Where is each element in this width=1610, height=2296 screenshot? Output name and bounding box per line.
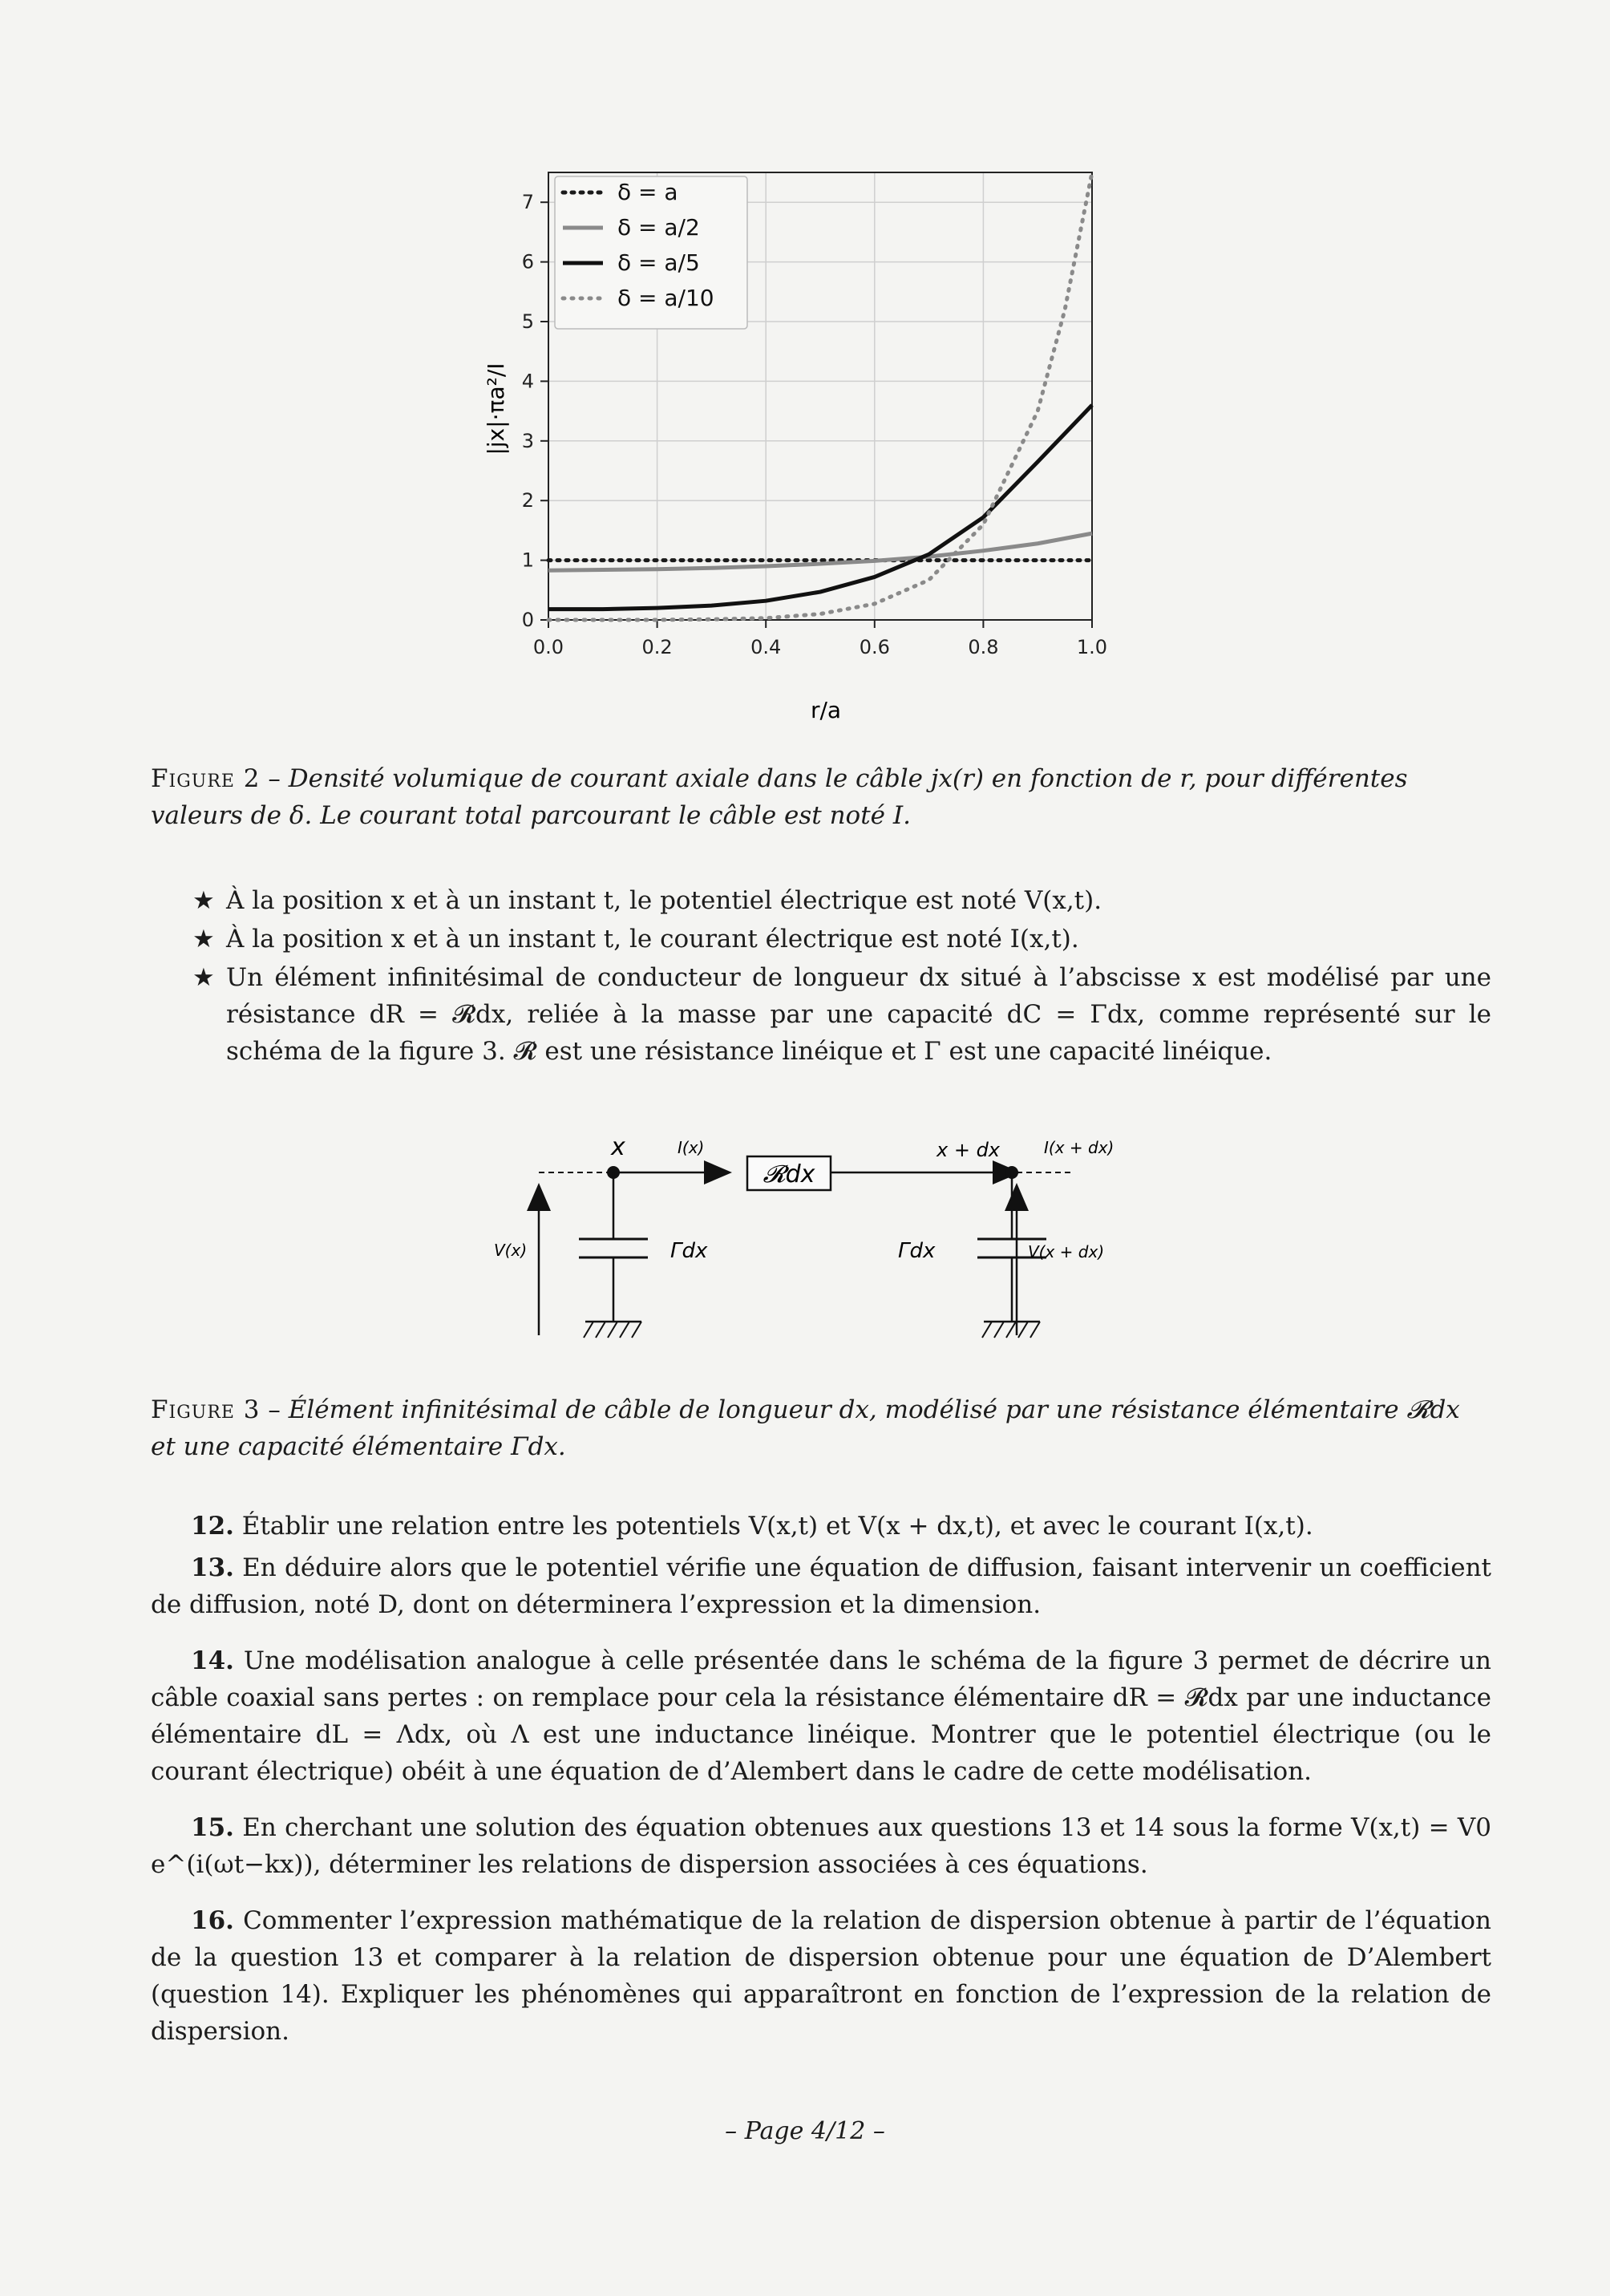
question-number: 14.: [191, 1646, 234, 1675]
y-tick-label: 1: [521, 549, 534, 572]
question-14: [151, 1642, 1491, 1790]
list-item: [192, 882, 1491, 919]
voltage-right-label: V(x + dx): [1028, 1242, 1105, 1261]
cap-left-label: Γdx: [670, 1239, 708, 1263]
bullet-text: Un élément infinitésimal de conducteur de longueur dx situé à l’abscisse x est modélisé par une résistance dR = 𝓡dx, reliée à la masse par une capacité dC = Γdx, comme représenté sur le schéma de la figure 3. 𝓡 est une résistance linéique et Γ est une capacité linéique.: [226, 963, 1491, 1066]
y-tick-label: 2: [521, 489, 534, 512]
x-axis-label: r/a: [810, 697, 842, 723]
list-item: [192, 959, 1491, 1070]
figure3-circuit: [481, 1123, 1123, 1379]
y-tick-label: 3: [521, 429, 534, 452]
series-line-3: [548, 405, 1092, 609]
question-number: 16.: [191, 1906, 234, 1935]
label-x: x: [611, 1133, 625, 1161]
figure3-caption: Figure 3 – Élément infinitésimal de câble de longueur dx, modélisé par une résistance élémentaire 𝓡dx et une capacité élémentaire Γdx.: [151, 1395, 1460, 1461]
figure2-chart: [449, 160, 1131, 738]
x-tick-label: 0.8: [968, 636, 999, 658]
label-current-left: I(x): [678, 1138, 705, 1157]
definition-list: [192, 882, 1491, 1071]
figure3-label: Figure 3: [151, 1395, 261, 1424]
page-number: – Page 4/12 –: [725, 2117, 885, 2145]
y-tick-label: 6: [521, 250, 534, 273]
question-number: 13.: [191, 1553, 234, 1582]
ground-left-hatch: [584, 1322, 641, 1338]
y-axis-label: [483, 362, 509, 455]
question-number: 12.: [191, 1512, 234, 1541]
figure3-caption-text: Élément infinitésimal de câble de longueur dx, modélisé par une résistance élémentaire 𝓡dx et une capacité élémentaire Γdx.: [151, 1395, 1460, 1461]
legend-label-3: δ = a/5: [617, 249, 700, 276]
star-icon: ★: [192, 886, 215, 915]
question-text: En déduire alors que le potentiel vérifie une équation de diffusion, faisant intervenir un coefficient de diffusion, noté D, dont on déterminera l’expression et la dimension.: [151, 1553, 1491, 1619]
question-text: Une modélisation analogue à celle présentée dans le schéma de la figure 3 permet de décrire un câble coaxial sans pertes : on remplace pour cela la résistance élémentaire dR = 𝓡dx par une inductance élémentaire dL = Λdx, où Λ est une inductance linéique. Montrer que le potentiel électrique (ou le courant électrique) obéit à une équation de d’Alembert dans le cadre de cette modélisation.: [151, 1646, 1491, 1786]
questions: [151, 1508, 1491, 2063]
x-tick-label: 1.0: [1076, 636, 1108, 658]
figure2-caption-text: Densité volumique de courant axiale dans le câble jx(r) en fonction de r, pour différentes valeurs de δ. Le courant total parcourant le câble est noté I.: [151, 764, 1408, 830]
y-axis-label-text: |jx|·πa²/I: [483, 362, 509, 456]
legend-label-4: δ = a/10: [617, 285, 714, 311]
label-x-dx: x + dx: [936, 1139, 1001, 1161]
y-tick-label: 7: [521, 191, 534, 214]
chart-legend: [555, 176, 747, 329]
question-text: Commenter l’expression mathématique de la relation de dispersion obtenue à partir de l’équation de la question 13 et comparer à la relation de dispersion obtenue pour une équation de D’Alembert (question 14). Expliquer les phénomènes qui apparaîtront en fonction de l’expression de la relation de dispersion.: [151, 1906, 1492, 2046]
figure2-label: Figure 2: [151, 764, 261, 793]
star-icon: ★: [192, 963, 215, 992]
bullet-text: À la position x et à un instant t, le potentiel électrique est noté V(x,t).: [226, 886, 1102, 915]
bullet-text: À la position x et à un instant t, le courant électrique est noté I(x,t).: [226, 925, 1079, 954]
ground-right-hatch: [982, 1322, 1040, 1338]
resistor-label: 𝓡dx: [763, 1160, 815, 1188]
x-tick-label: 0.2: [641, 636, 673, 658]
series-line-2: [548, 533, 1092, 570]
question-number: 15.: [191, 1813, 234, 1842]
legend-label-1: δ = a: [617, 179, 678, 205]
question-text: Établir une relation entre les potentiels V(x,t) et V(x + dx,t), et avec le courant I(x,t).: [241, 1512, 1313, 1541]
y-tick-label: 5: [521, 310, 534, 333]
question-16: [151, 1902, 1491, 2050]
y-tick-label: 0: [521, 609, 534, 631]
list-item: [192, 921, 1491, 958]
y-tick-label: 4: [521, 370, 534, 393]
figure2-caption: Figure 2 – Densité volumique de courant axiale dans le câble jx(r) en fonction de r, pour différentes valeurs de δ. Le courant total parcourant le câble est noté I.: [151, 764, 1408, 830]
question-15: [151, 1809, 1491, 1883]
question-12: [151, 1508, 1491, 1545]
x-tick-label: 0.4: [750, 636, 782, 658]
label-current-right: I(x + dx): [1044, 1138, 1114, 1157]
voltage-left-label: V(x): [494, 1241, 528, 1260]
cap-right-label: Γdx: [898, 1239, 936, 1263]
question-text: En cherchant une solution des équation obtenues aux questions 13 et 14 sous la forme V(x,t) = V0 e^(i(ωt−kx)), déterminer les relations de dispersion associées à ces équations.: [151, 1813, 1491, 1879]
question-13: [151, 1549, 1491, 1623]
x-tick-label: 0.0: [532, 636, 564, 658]
x-tick-label: 0.6: [859, 636, 890, 658]
star-icon: ★: [192, 925, 215, 954]
legend-label-2: δ = a/2: [617, 214, 700, 241]
